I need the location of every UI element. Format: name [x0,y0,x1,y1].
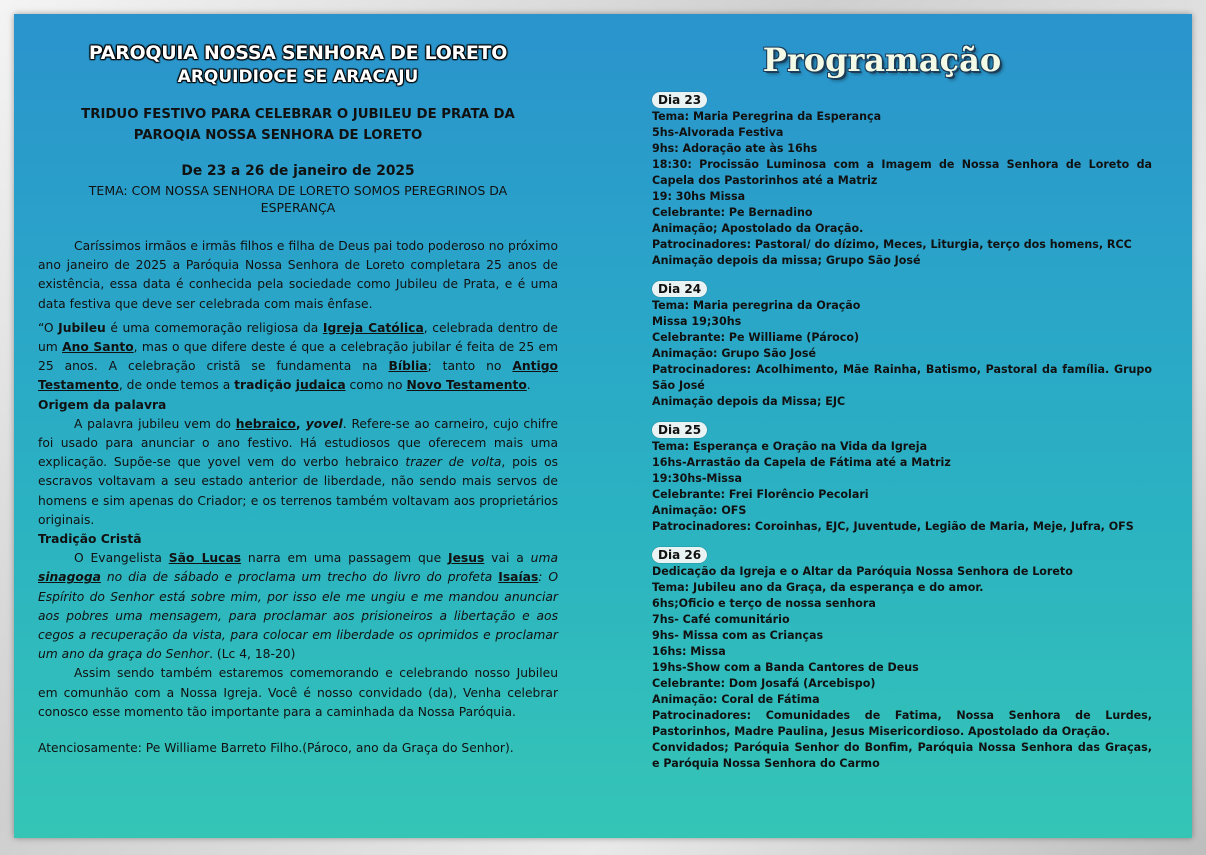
text-run: Jubileu [58,320,106,335]
heading-origem: Origem da palavra [38,397,167,412]
link-novo-testamento[interactable]: Novo Testamento [406,378,527,393]
heading-tradicao: Tradição Cristã [38,532,142,547]
text-run: , mas o que difere deste é que a celebração jubilar é feita de 25 em 25 anos. A celebração cristã se fundamenta na [38,340,558,374]
program-line: Celebrante: Pe Bernadino [652,206,813,219]
program-line: 19hs-Show com a Banda Cantores de Deus [652,661,919,674]
text-run: é uma comemoração religiosa da [105,320,323,335]
link-sao-lucas[interactable]: São Lucas [168,551,242,566]
link-biblia[interactable]: Bíblia [388,359,428,374]
text-run: vai a [484,551,531,566]
jubileu-paragraph [38,319,558,396]
flyer-sheet [14,14,1192,838]
parish-title: PAROQUIA NOSSA SENHORA DE LORETO [88,42,508,64]
text-run: yovel [305,416,343,431]
program-day [652,422,1152,535]
link-antigo-testamento[interactable]: Antigo Testamento [38,359,558,393]
text-run: O Evangelista [74,551,169,566]
link-judaica[interactable]: judaica [295,378,346,393]
event-dates: De 23 a 26 de janeiro de 2025 [181,163,415,179]
program-line: Tema: Maria Peregrina da Esperança [652,110,882,123]
tradicao-paragraph [38,549,558,664]
program-line: Tema: Jubileu ano da Graça, da esperança e do amor. [652,581,984,594]
program-day [652,92,1152,269]
link-isaias[interactable]: Isaías [498,570,539,585]
day-label-badge: Dia 23 [652,92,707,108]
text-run: , celebrada dentro de um [38,320,558,355]
text-run: . Refere-se ao carneiro, cujo chifre foi usado para anunciar o ano festivo. Há estudiosos que oferecem mais uma explicação. Supõe-se que yovel vem do verbo hebraico [38,416,559,470]
program-line: Animação: OFS [652,504,747,517]
program-line: Animação depois da missa; Grupo São José [652,254,921,267]
day-label-badge: Dia 26 [652,547,707,563]
text-run: . [526,378,531,393]
link-sinagoga[interactable]: sinagoga [38,570,101,585]
program-line: 5hs-Alvorada Festiva [652,126,784,139]
link-igreja-catolica[interactable]: Igreja Católica [322,320,424,335]
event-theme-line-2: ESPERANÇA [260,200,336,215]
program-line: Celebrante: Frei Florêncio Pecolari [652,488,869,501]
program-line: Celebrante: Dom Josafá (Arcebispo) [652,677,876,690]
triduo-line-2: PAROQIA NOSSA SENHORA DE LORETO [133,128,423,143]
text-run: trazer de volta [405,455,502,470]
day-label-badge: Dia 25 [652,422,707,438]
program-line: Animação; Apostolado da Oração. [652,222,864,235]
program-line: 16hs: Missa [652,645,726,658]
program-line: 16hs-Arrastão da Capela de Fátima até a Matriz [652,456,951,469]
left-column [38,42,558,758]
program-day [652,547,1152,772]
program-day [652,281,1152,410]
text-run: narra em uma passagem que [241,551,449,566]
program-line: 7hs- Café comunitário [652,613,790,626]
program-line: Animação: Coral de Fátima [652,693,820,706]
program-line: 9hs- Missa com as Crianças [652,629,824,642]
link-ano-santo[interactable]: Ano Santo [62,340,134,355]
link-hebraico[interactable]: hebraico [235,416,296,431]
program-column [652,40,1152,784]
program-line: 19:30hs-Missa [652,472,742,485]
text-run: uma [530,551,558,566]
text-run: . (Lc 4, 18-20) [209,647,296,662]
text-run: : O Espírito do Senhor está sobre mim, por isso ele me ungiu e me mandou anunciar aos pobres uma mensagem, para proclamar aos prisioneiros a libertação e aos cegos a recuperação da vista, para colocar em liberdade os oprimidos e proclamar um ano da graça do Senhor [38,570,559,662]
text-run: ; tanto no [427,359,513,374]
program-line: Patrocinadores: Acolhimento, Mãe Rainha, Batismo, Pastoral da família. Grupo São José [652,363,1152,392]
archdiocese-title: ARQUIDIOCE SE ARACAJU [177,67,419,87]
program-line: 18:30: Procissão Luminosa com a Imagem de Nossa Senhora de Loreto da Capela dos Pastorinhos até a Matriz [652,158,1152,187]
intro-paragraph: Caríssimos irmãos e irmãs filhos e filha de Deus pai todo poderoso no próximo ano janeiro de 2025 a Paróquia Nossa Senhora de Loreto completara 25 anos de existência, essa data é conhecida pela sociedade como Jubileu de Prata, e é uma data festiva que deve ser celebrada com mais ênfase. [38,239,558,311]
text-run: , de onde temos a [118,378,235,393]
program-line: Celebrante: Pe Williame (Pároco) [652,331,860,344]
text-run: , [295,416,306,431]
program-line: Patrocinadores: Pastoral/ do dízimo, Meces, Liturgia, terço dos homens, RCC [652,238,1132,251]
text-run: no dia de sábado e proclama um trecho do livro do profeta [100,570,499,585]
program-line: 19: 30hs Missa [652,190,746,203]
text-run: como no [345,378,407,393]
program-line: Tema: Maria peregrina da Oração [652,299,861,312]
event-theme [38,182,558,216]
link-jesus[interactable]: Jesus [448,551,485,566]
event-theme-line-1: TEMA: COM NOSSA SENHORA DE LORETO SOMOS PEREGRINOS DA [88,183,508,198]
program-line: Convidados; Paróquia Senhor do Bonfim, Paróquia Nossa Senhora das Graças, e Paróquia Nossa Senhora do Carmo [652,741,1152,770]
program-line: Tema: Esperança e Oração na Vida da Igreja [652,440,928,453]
program-line: 9hs: Adoração ate às 16hs [652,142,818,155]
program-line: Missa 19;30hs [652,315,742,328]
triduo-heading [38,104,558,146]
program-line: 6hs;Oficio e terço de nossa senhora [652,597,876,610]
origem-paragraph [38,415,558,530]
program-line: Animação depois da Missa; EJC [652,395,846,408]
program-title: Programação [762,41,1002,79]
text-run: tradição [234,378,296,393]
program-line: Animação: Grupo São José [652,347,817,360]
program-line: Patrocinadores: Comunidades de Fatima, Nossa Senhora de Lurdes, Pastorinhos, Madre Paulina, Jesus Misericordioso. Apostolado da Oração. [652,709,1152,738]
program-line: Dedicação da Igreja e o Altar da Paróquia Nossa Senhora de Loreto [652,565,1073,578]
text-run: , pois os escravos voltavam a seu estado anterior de liberdade, não sendo mais servos de homens e sim apenas do Criador; e os terrenos também voltavam aos proprietários originais. [38,455,558,527]
day-label-badge: Dia 24 [652,281,707,297]
program-days [652,92,1152,772]
text-run: “O [38,320,59,335]
program-line: Patrocinadores: Coroinhas, EJC, Juventude, Legião de Maria, Meje, Jufra, OFS [652,520,1134,533]
signature: Atenciosamente: Pe Williame Barreto Filho.(Pároco, ano da Graça do Senhor). [38,741,514,756]
closing-paragraph: Assim sendo também estaremos comemorando e celebrando nosso Jubileu em comunhão com a Nossa Igreja. Você é nosso convidado (da), Venha celebrar conosco esse momento tão importante para a caminhada da Nossa Paróquia. [38,666,558,719]
text-run: A palavra jubileu vem do [74,416,236,431]
triduo-line-1: TRIDUO FESTIVO PARA CELEBRAR O JUBILEU DE PRATA DA [81,107,515,122]
